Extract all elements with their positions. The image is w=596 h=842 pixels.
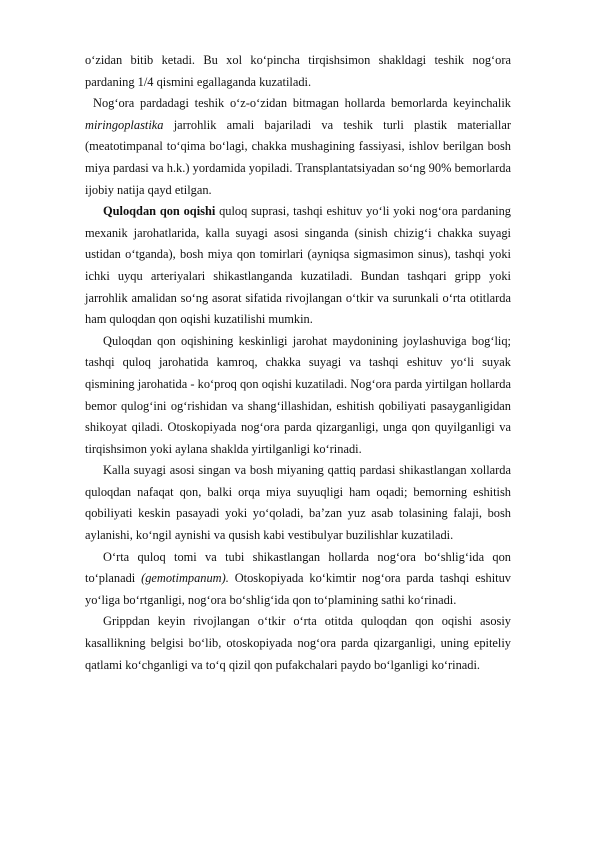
paragraph-text: Nog‘ora pardadagi teshik o‘z-o‘zidan bitmagan hollarda bemorlarda keyinchalik: [93, 96, 511, 111]
paragraph-miringoplastika: [85, 93, 511, 201]
document-page: [85, 50, 511, 676]
italic-term: miringoplastika: [85, 117, 164, 132]
paragraph-flu-otitis: [85, 611, 511, 676]
paragraph-ear-bleeding: [85, 201, 511, 331]
bold-term: Quloqdan qon oqishi: [103, 204, 216, 219]
italic-term: (gemotimpanum).: [141, 571, 229, 586]
paragraph-text: quloq suprasi, tashqi eshituv yo‘li yoki nog‘ora pardaning mexanik jarohatlarida, kalla suyagi asosi singanda (sinish chizig‘i chakka suyagi ustidan o‘tganda), bosh miya qon tomirlari (ayniqsa sigmasimon sinus), tashqi yoki ichki uyqu arteriyalari shikastlanganda kuzatiladi. Bundan tashqari gripp yoki jarrohlik amalidan so‘ng asorat sifatida rivojlangan o‘tkir va surunkali o‘rta otitlarda ham quloqdan qon oqishi kuzatilishi mumkin.: [85, 204, 511, 327]
paragraph-text: jarrohlik amali bajariladi va teshik turli plastik materiallar (meatotimpanal to‘qima bo‘lagi, chakka mushagining fassiyasi, ishlov berilgan bosh miya pardasi va h.k.) yordamida yopiladi. Transplantatsiyadan so‘ng 90% bemorlarda ijobiy natija qayd etilgan.: [85, 117, 511, 197]
paragraph-text: Kalla suyagi asosi singan va bosh miyaning qattiq pardasi shikastlangan xollarda quloqdan nafaqat qon, balki orqa miya suyuqligi ham oqadi; bemorning eshitish qobiliyati keskin pasayadi yoki yo‘qoladi, ba’zan yuz asab tolasining falaji, bosh aylanishi, ko‘ngil aynishi va qusish kabi vestibulyar buzilishlar kuzatiladi.: [85, 463, 511, 543]
paragraph-text: Quloqdan qon oqishining keskinligi jarohat maydonining joylashuviga bog‘liq; tashqi quloq jarohatida kamroq, chakka suyagi va tashqi eshituv yo‘li suyak qismining jarohatida - ko‘proq qon oqishi kuzatiladi. Nog‘ora parda yirtilgan hollarda bemor qulog‘ini og‘rishidan va shang‘illashidan, eshitish qobiliyati pasayganligidan shikoyat qiladi. Otoskopiyada nog‘ora parda qizarganligi, unga qon quyilganligi va tirqishsimon yoki aylana shaklda yirtilganligi ko‘rinadi.: [85, 333, 511, 456]
paragraph-text: Grippdan keyin rivojlangan o‘tkir o‘rta otitda quloqdan qon oqishi asosiy kasallikning belgisi bo‘lib, otoskopiyada nog‘ora parda qizarganligi, uning epiteliy qatlami ko‘chganligi va to‘q qizil qon pufakchalari paydo bo‘lganligi ko‘rinadi.: [85, 614, 511, 672]
paragraph-severity: [85, 331, 511, 461]
paragraph-text: Otoskopiyada ko‘kimtir nog‘ora parda tashqi eshituv yo‘liga bo‘rtganligi, nog‘ora bo‘shlig‘ida qon to‘plamining sathi ko‘rinadi.: [85, 571, 512, 607]
paragraph-skull-fracture: [85, 460, 511, 546]
paragraph-hemotympanum: [85, 547, 511, 612]
paragraph-text: o‘zidan bitib ketadi. Bu xol ko‘pincha tirqishsimon shakldagi teshik nog‘ora pardaning 1/4 qismini egallaganda kuzatiladi.: [85, 53, 511, 89]
paragraph-text: O‘rta quloq tomi va tubi shikastlangan hollarda nog‘ora bo‘shlig‘ida qon to‘planadi: [85, 549, 511, 586]
paragraph-continuation: [85, 50, 511, 93]
